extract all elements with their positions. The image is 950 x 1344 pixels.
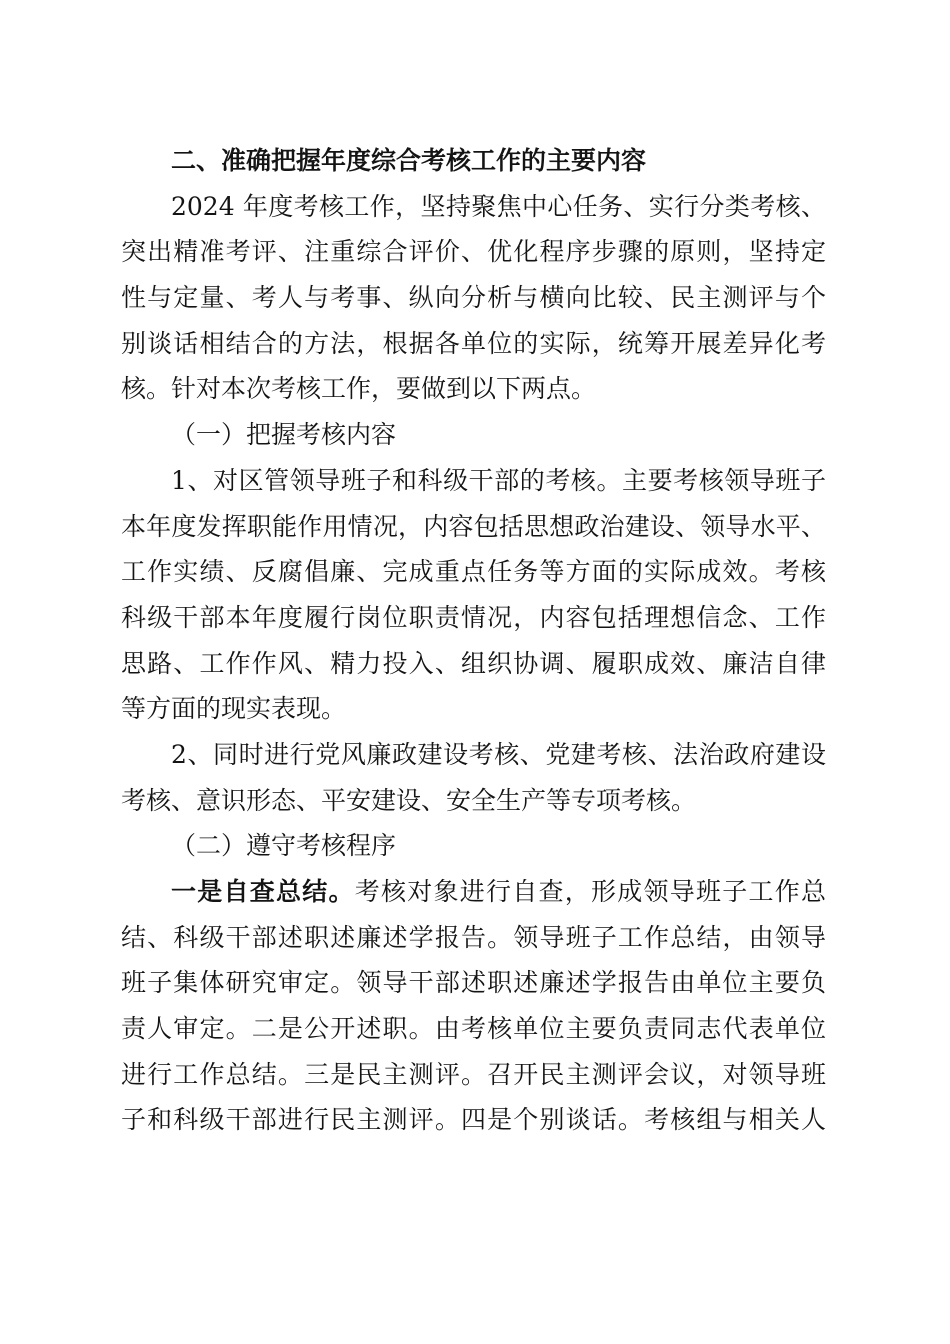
para3-line: 结、科级干部述职述廉述学报告。领导班子工作总结，由领导 xyxy=(121,922,826,952)
subsection-heading-1: （一）把握考核内容 xyxy=(171,420,397,450)
para1-line: 工作实绩、反腐倡廉、完成重点任务等方面的实际成效。考核 xyxy=(121,557,826,587)
intro-line: 别谈话相结合的方法，根据各单位的实际，统筹开展差异化考 xyxy=(121,328,826,358)
intro-line: 2024 年度考核工作，坚持聚焦中心任务、实行分类考核、 xyxy=(171,191,826,221)
para2-line: 考核、意识形态、平安建设、安全生产等专项考核。 xyxy=(121,785,697,815)
para1-line: 等方面的现实表现。 xyxy=(121,694,347,724)
para1-line: 思路、工作作风、精力投入、组织协调、履职成效、廉洁自律 xyxy=(121,648,826,678)
para3-first-line xyxy=(121,869,826,915)
para3-line: 班子集体研究审定。领导干部述职述廉述学报告由单位主要负 xyxy=(121,968,826,998)
section-heading: 二、准确把握年度综合考核工作的主要内容 xyxy=(171,146,647,175)
para3-line: 责人审定。二是公开述职。由考核单位主要负责同志代表单位 xyxy=(121,1014,826,1044)
para2-line: 2、同时进行党风廉政建设考核、党建考核、法治政府建设 xyxy=(171,739,826,769)
intro-line: 性与定量、考人与考事、纵向分析与横向比较、民主测评与个 xyxy=(121,283,826,313)
para1-line: 1、对区管领导班子和科级干部的考核。主要考核领导班子 xyxy=(171,465,826,495)
para3-line: 子和科级干部进行民主测评。四是个别谈话。考核组与相关人 xyxy=(121,1105,826,1135)
intro-line: 核。针对本次考核工作，要做到以下两点。 xyxy=(121,374,597,404)
para1-line: 科级干部本年度履行岗位职责情况，内容包括理想信念、工作 xyxy=(121,602,826,632)
para3-lead: 一是自查总结。 xyxy=(171,877,355,906)
para3-line: 进行工作总结。三是民主测评。召开民主测评会议，对领导班 xyxy=(121,1059,826,1089)
subsection-heading-2: （二）遵守考核程序 xyxy=(171,831,397,861)
document-body xyxy=(121,138,826,1143)
para1-line: 本年度发挥职能作用情况，内容包括思想政治建设、领导水平、 xyxy=(121,511,826,541)
intro-line: 突出精准考评、注重综合评价、优化程序步骤的原则，坚持定 xyxy=(121,237,826,267)
para3-first-rest: 考核对象进行自查，形成领导班子工作总 xyxy=(354,877,826,906)
